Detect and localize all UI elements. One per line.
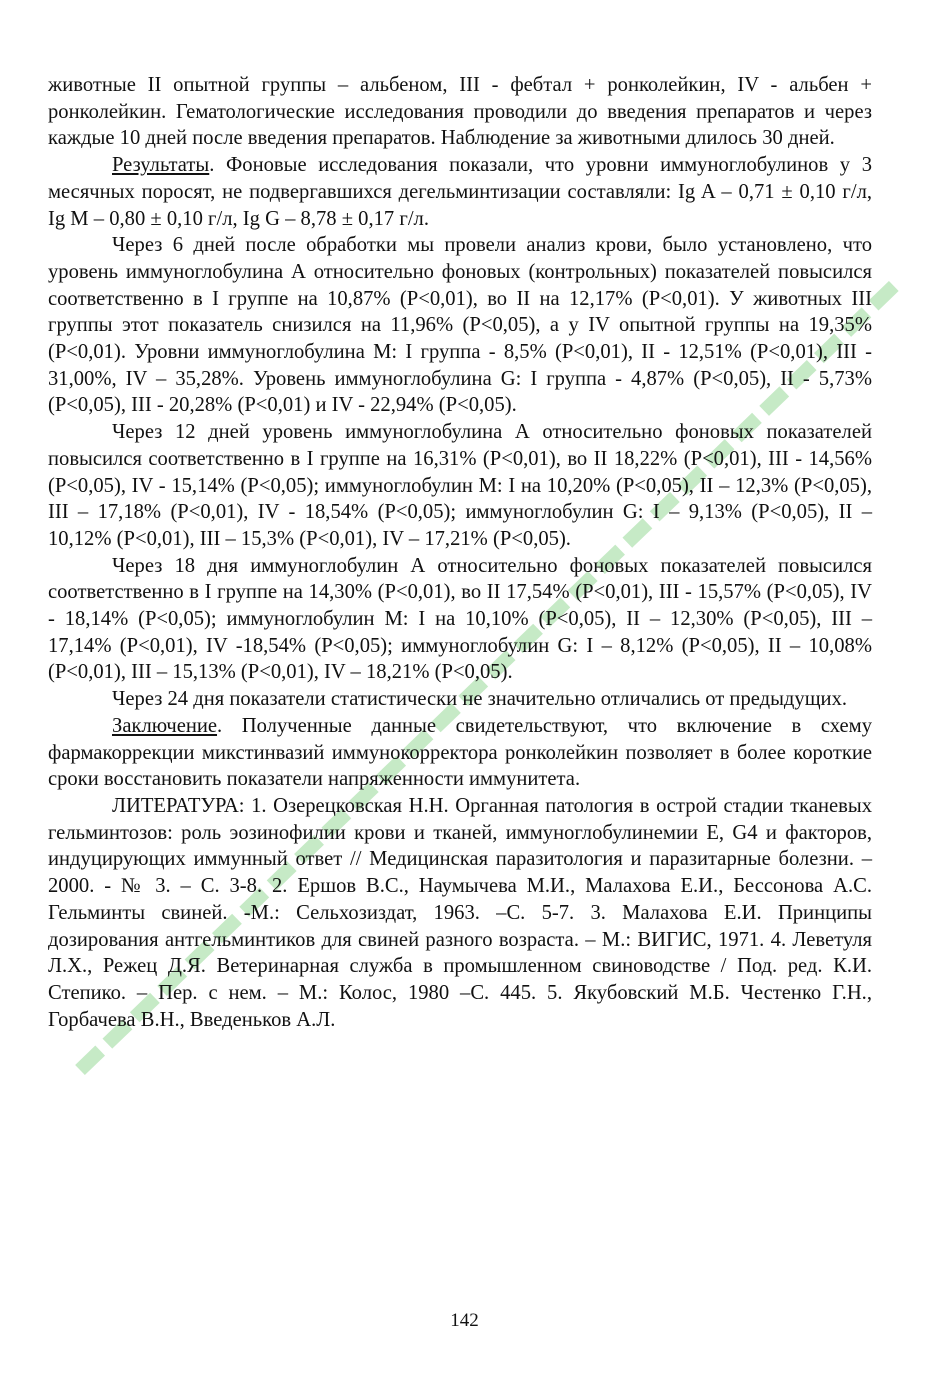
paragraph-18-days: Через 18 дня иммуноглобулин А относительно фоновых показателей повысился соответственно в I группе на 14,30% (Р<0,01), во II 17,54% (Р<0,01), III - 15,57% (Р<0,05), IV - 18,14% (Р<0,05); иммуноглобулин М: I на 10,10% (Р<0,05), II – 12,30% (Р<0,05), III – 17,14% (Р<0,01), IV -18,54% (Р<0,05); иммуноглобулин G: I – 8,12% (Р<0,05), II – 10,08% (Р<0,01), III – 15,13% (Р<0,01), IV – 18,21% (Р<0,05). bbox=[48, 554, 872, 684]
conclusion-heading: Заключение bbox=[112, 714, 218, 737]
results-text: . Фоновые исследования показали, что уровни иммуноглобулинов у 3 месячных поросят, не подвергавшихся дегельминтизации составляли: Ig A – 0,71 ± 0,10 г/л, Ig M – 0,80 ± 0,10 г/л, Ig G – 8,78 ± 0,17 г/л. bbox=[48, 154, 872, 230]
page-number: 142 bbox=[450, 1310, 479, 1331]
paragraph-24-days: Через 24 дня показатели статистически не значительно отличались от предыдущих. bbox=[112, 688, 848, 711]
paragraph-6-days: Через 6 дней после обработки мы провели анализ крови, было установлено, что уровень иммуноглобулина А относительно фоновых (контрольных) показателей повысился соответственно в I группе на 10,87% (Р<0,01), во II на 12,17% (Р<0,01). У животных III группы этот показатель снизился на 11,96% (Р<0,05), а у IV опытной группы на 19,35% (Р<0,01). Уровни иммуноглобулина М: I группа - 8,5% (Р<0,01), II - 12,51% (Р<0,01), III - 31,00%, IV – 35,28%. Уровень иммуноглобулина G: I группа - 4,87% (Р<0,05), II - 5,73% (Р<0,05), III - 20,28% (Р<0,01) и IV - 22,94% (Р<0,05). bbox=[48, 234, 872, 417]
results-heading: Результаты bbox=[112, 154, 210, 177]
reference-item: 2. Ершов В.С., Наумычева М.И., Малахова Е.И., Бессонова А.С. Гельминты свиней. -М.: Сельхозиздат, 1963. –С. 5-7. bbox=[48, 875, 872, 924]
reference-item: 5. Якубовский М.Б. Честенко Г.Н., Горбачева В.Н., Введеньков А.Л. bbox=[48, 981, 872, 1031]
reference-item: 1. Озерецковская Н.Н. Органная патология в острой стадии тканевых гельминтозов: роль эозинофилии крови и тканей, иммуноглобулинемии Е, G4 и факторов, индуцирующих иммунный ответ // Медицинская паразитология и паразитарные болезни. – 2000. - № 3. – С. 3-8. bbox=[48, 794, 872, 898]
reference-item: 3. Малахова Е.И. Принципы дозирования антгельминтиков для свиней разного возраста. – М.: ВИГИС, 1971. bbox=[48, 901, 873, 951]
conclusion-paragraph bbox=[48, 713, 872, 793]
document-page bbox=[48, 72, 872, 1033]
literature-paragraph bbox=[48, 793, 872, 1033]
paragraph-12-days: Через 12 дней уровень иммуноглобулина А относительно фоновых показателей повысился соответственно в I группе на 16,31% (Р<0,01), во II 18,22% (Р<0,01), III - 14,56% (Р<0,05), IV - 15,14% (Р<0,05); иммуноглобулин М: I на 10,20% (Р<0,05), II – 12,3% (Р<0,05), III – 17,18% (Р<0,01), IV - 18,54% (Р<0,05); иммуноглобулин G: I – 9,13% (Р<0,05), II – 10,12% (Р<0,01), III – 15,3% (Р<0,01), IV – 17,21% (Р<0,05). bbox=[48, 421, 872, 550]
literature-heading: ЛИТЕРАТУРА: bbox=[112, 794, 245, 817]
reference-item: 4. Леветуля Л.Х., Режец Д.Я. Ветеринарная служба в промышленном свиноводстве / Под. ред. К.И. Степико. – Пер. с нем. – М.: Колос, 1980 –С. 445. bbox=[48, 928, 872, 1004]
results-paragraph bbox=[48, 152, 872, 232]
conclusion-text: . Полученные данные свидетельствуют, что включение в схему фармакоррекции микстинвазий иммунокорректора ронколейкин позволяет в более короткие сроки восстановить показатели напряженности иммунитета. bbox=[48, 714, 872, 791]
intro-continuation: животные II опытной группы – альбеном, III - фебтал + ронколейкин, IV - альбен + ронколейкин. Гематологические исследования проводили до введения препаратов и через каждые 10 дней после введения препаратов. Наблюдение за животными длилось 30 дней. bbox=[48, 74, 872, 150]
